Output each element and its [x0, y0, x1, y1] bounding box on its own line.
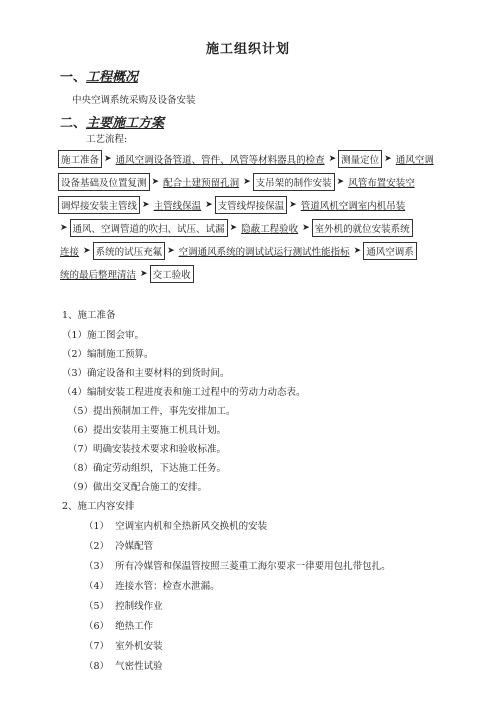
item-text: 控制线作业 [115, 601, 163, 612]
arrow-icon: ➤ [167, 245, 175, 256]
section-heading-plan [60, 112, 164, 131]
flow-line-4 [58, 216, 440, 239]
arrow-icon: ➤ [140, 268, 148, 279]
section-heading-overview [60, 66, 138, 85]
subsection-title-content: 2、施工内容安排 [62, 501, 135, 512]
list-item [84, 638, 163, 652]
section-number: 二、 [60, 116, 87, 131]
item-text: 气密性试验 [115, 661, 163, 672]
item-number: （8） [84, 661, 110, 672]
flow-step: 测量定位 [338, 150, 382, 168]
process-label: 工艺流程: [86, 134, 128, 145]
flow-line-1 [58, 147, 440, 170]
list-item: （2）编制施工预算。 [62, 349, 154, 360]
item-number: （1） [84, 521, 110, 532]
flow-step: 风管布置安装空 [348, 177, 415, 189]
flow-step: 连接 [60, 246, 80, 258]
arrow-icon: ➤ [60, 222, 68, 233]
section-label: 工程概况 [86, 70, 139, 85]
arrow-icon: ➤ [142, 199, 150, 210]
document-title: 施工组织计划 [205, 42, 290, 57]
flow-step: 统的最后整理清洁 [60, 269, 137, 281]
list-item: （8）确定劳动组织，下达施工任务。 [68, 463, 227, 474]
list-item: （1）施工图会审。 [62, 330, 145, 341]
item-text: 连接水管：检查水泄漏。 [115, 581, 220, 592]
list-item: （5）提出预制加工件，事先安排加工。 [68, 406, 236, 417]
list-item: （7）明确安装技术要求和验收标准。 [68, 444, 227, 455]
flow-step: 支管线焊接保温 [215, 196, 288, 214]
flow-step: 支吊架的制作安装 [253, 173, 335, 191]
list-item [84, 558, 391, 572]
item-text: 冷媒配管 [115, 541, 154, 552]
arrow-icon: ➤ [83, 245, 91, 256]
overview-text: 中央空调系统采购及设备安装 [72, 95, 196, 106]
flow-step: 交工验收 [150, 265, 194, 283]
flow-step: 室外机的就位安装系统 [312, 219, 413, 237]
list-item: （6）提出安装用主要施工机具计划。 [68, 425, 227, 436]
section-number: 一、 [60, 70, 87, 85]
arrow-icon: ➤ [289, 199, 297, 210]
flow-step: 通风空调设备管道、管件、风管等材料器具的检查 [115, 154, 325, 166]
flow-step: 通风、空调管道的吹扫、试压、试漏 [70, 219, 228, 237]
arrow-icon: ➤ [205, 199, 213, 210]
list-item [84, 538, 153, 552]
arrow-icon: ➤ [384, 153, 392, 164]
flow-step: 管道风机空调室内机吊装 [300, 200, 406, 212]
flow-step: 主管线保温 [153, 200, 202, 212]
flow-line-6 [58, 262, 440, 285]
list-item [84, 658, 163, 672]
section-label: 主要施工方案 [86, 116, 165, 131]
list-item: （4）编制安装工程进度表和施工过程中的劳动力动态表。 [62, 387, 306, 398]
item-number: （4） [84, 581, 110, 592]
flow-step: 通风空调 [395, 154, 434, 166]
item-text: 所有冷媒管和保温管按照三菱重工海尔要求一律要用包扎带包扎。 [115, 561, 391, 572]
item-text: 室外机安装 [115, 641, 163, 652]
flow-step: 通风空调系 [363, 242, 417, 260]
flow-line-2 [58, 170, 440, 193]
list-item [84, 598, 163, 612]
item-number: （2） [84, 541, 110, 552]
subsection-title-preparation: 1、施工准备 [62, 310, 116, 321]
flow-step: 调焊接安装主管线 [58, 196, 140, 214]
flow-line-3 [58, 193, 440, 216]
flow-step: 隐蔽工程验收 [241, 223, 299, 235]
arrow-icon: ➤ [336, 176, 345, 187]
flow-step: 设备基础及位置复测 [58, 173, 150, 191]
list-item [84, 618, 153, 632]
process-flowchart [58, 147, 440, 285]
item-number: （6） [84, 621, 110, 632]
flow-line-5 [58, 239, 440, 262]
arrow-icon: ➤ [353, 245, 362, 256]
item-number: （7） [84, 641, 110, 652]
list-item [84, 578, 220, 592]
item-number: （5） [84, 601, 110, 612]
list-item: （3）确定设备和主要材料的到货时间。 [62, 368, 230, 379]
list-item: （9）做出交叉配合施工的安排。 [68, 482, 208, 493]
arrow-icon: ➤ [243, 176, 251, 187]
arrow-icon: ➤ [229, 222, 238, 233]
arrow-icon: ➤ [302, 222, 310, 233]
flow-step: 配合土建预留孔洞 [163, 177, 240, 189]
item-text: 空调室内机和全热新风交换机的安装 [115, 521, 268, 532]
list-item [84, 518, 267, 532]
flow-step: 施工准备 [58, 150, 102, 168]
flow-step: 空调通风系统的调试试运行测试性能指标 [178, 246, 350, 258]
item-text: 绝热工作 [115, 621, 154, 632]
item-number: （3） [84, 561, 110, 572]
arrow-icon: ➤ [104, 153, 112, 164]
flow-step: 系统的试压充氟 [93, 242, 166, 260]
arrow-icon: ➤ [151, 176, 160, 187]
arrow-icon: ➤ [328, 153, 337, 164]
